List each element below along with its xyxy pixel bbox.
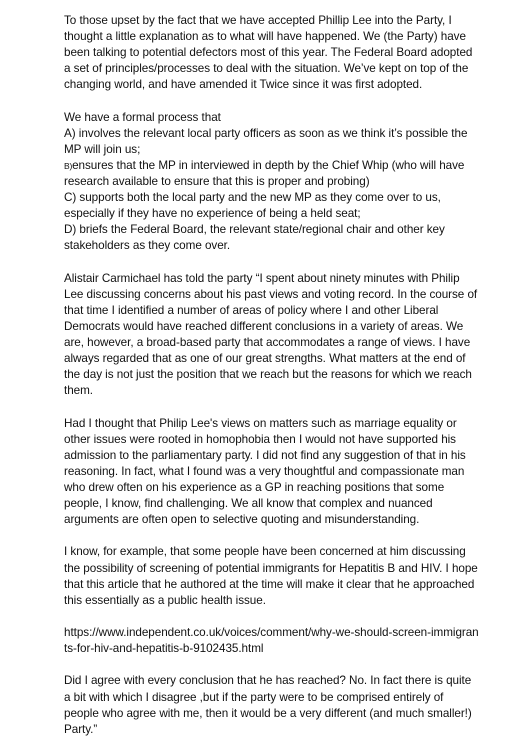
process-item-a: A) involves the relevant local party officers as soon as we think it’s possible the MP will join us; xyxy=(64,126,468,156)
process-section xyxy=(64,110,479,255)
process-item-c: C) supports both the local party and the new MP as they come over to us, especially if they have no experience of being a held seat; xyxy=(64,191,441,221)
homophobia-paragraph: Had I thought that Philip Lee's views on matters such as marriage equality or other issues were rooted in homophobia then I would not have supported his admission to the parliamentary party. I did not find any suggestion of that in his reasoning. In fact, what I found was a very thoughtful and compassionate man who drew often on his experience as a GP in reaching positions that some people, I know, find challenging. We all know that complex and nuanced arguments are often open to selective quoting and misunderstanding. xyxy=(64,416,466,527)
carmichael-quote-paragraph: Alistair Carmichael has told the party “I spent about ninety minutes with Philip Lee discussing concerns about his past views and voting record. In the course of that time I identified a number of areas of policy where I and other Liberal Democrats would have reached different conclusions in a variety of areas. We are, however, a broad-based party that accommodates a range of views. I have always regarded that as one of our great strengths. What matters at the end of the day is not just the position that we reach but the reasons for which we reach them. xyxy=(64,271,478,398)
screening-paragraph: I know, for example, that some people have been concerned at him discussing the possibility of screening of potential immigrants for Hepatitis B and HIV. I hope that this article that he authored at the time will make it clear that he approached this essentially as a public health issue. xyxy=(64,545,478,607)
closing-paragraph: Did I agree with every conclusion that he has reached? No. In fact there is quite a bit with which I disagree ,but if the party were to be comprised entirely of people who agree with me, then it would be a very different (and much smaller!) Party.” xyxy=(64,674,472,736)
process-heading: We have a formal process that xyxy=(64,110,221,124)
process-item-b-text: ensures that the MP in interviewed in depth by the Chief Whip (who will have research available to ensure that this is proper and probing) xyxy=(64,158,465,189)
article-link[interactable]: https://www.independent.co.uk/voices/comment/why-we-should-screen-immigrants-for-hiv-and-hepatitis-b-9102435.html xyxy=(64,626,479,656)
process-item-b-marker: B) xyxy=(64,160,73,171)
intro-paragraph: To those upset by the fact that we have accepted Phillip Lee into the Party, I thought a little explanation as to what will have happened. We (the Party) have been talking to potential defectors most of this year. The Federal Board adopted a set of principles/processes to deal with the situation. We’ve kept on top of the changing world, and have amended it Twice since it was first adopted. xyxy=(64,14,473,92)
document-body xyxy=(64,13,479,738)
process-item-b xyxy=(64,159,464,188)
process-item-d: D) briefs the Federal Board, the relevant state/regional chair and other key stakeholders as they come over. xyxy=(64,223,445,253)
